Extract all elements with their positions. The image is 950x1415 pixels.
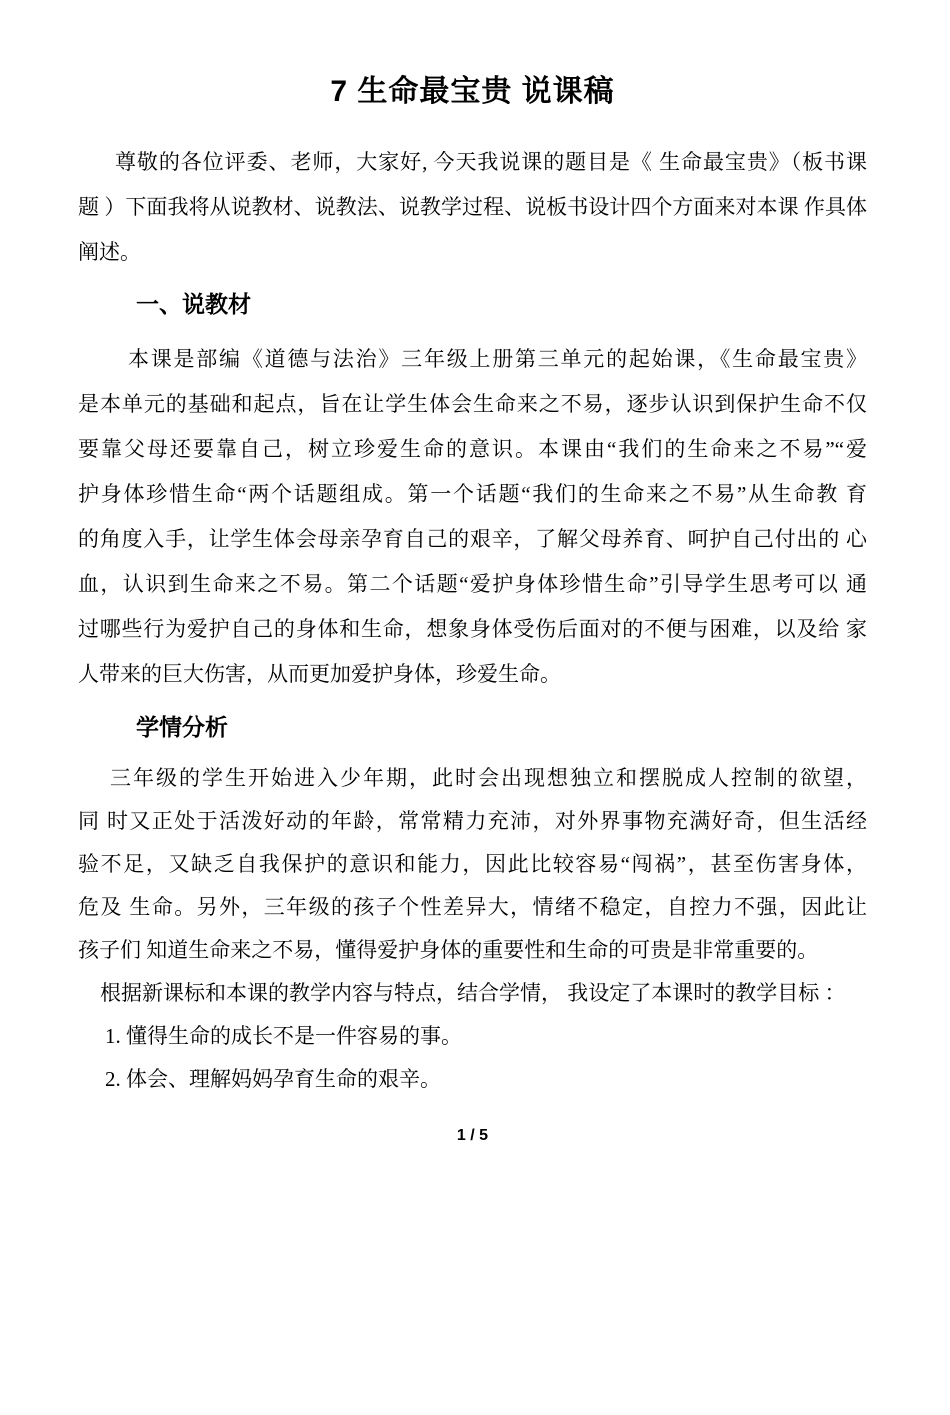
paragraph-line: 要靠父母还要靠自己，树立珍爱生命的意识。本课由“我们的生命来之不易”“爱 [78,437,867,461]
paragraph-line: 三年级的学生开始进入少年期，此时会出现想独立和摆脱成人控制的欲望， [110,766,867,790]
goal-item-1: 1. 懂得生命的成长不是一件容易的事。 [105,1024,462,1048]
goal-item-2: 2. 体会、理解妈妈孕育生命的艰辛。 [105,1067,441,1091]
paragraph-line: 本课是部编《道德与法治》三年级上册第三单元的起始课，《生命最宝贵》 [128,347,867,371]
document-title: 7 生命最宝贵 说课稿 [330,75,615,108]
section-heading-teaching-material: 一、说教材 [136,291,251,317]
teaching-material-paragraph [78,337,867,697]
paragraph-line: 过哪些行为爱护自己的身体和生命，想象身体受伤后面对的不便与困难，以及给 家 [78,617,867,641]
paragraph-line: 人带来的巨大伤害，从而更加爱护身体，珍爱生命。 [78,662,561,686]
paragraph-line: 题 ）下面我将从说教材、说教法、说教学过程、说板书设计四个方面来对本课 作具体 [78,195,867,219]
paragraph-line: 同 时又正处于活泼好动的年龄，常常精力充沛，对外界事物充满好奇，但生活经 [78,809,867,833]
goals-list [78,1015,867,1101]
paragraph-line: 尊敬的各位评委、老师，大家好, 今天我说课的题目是《 生命最宝贵》（板书课 [115,150,867,174]
intro-paragraph [78,140,867,275]
paragraph-line: 护身体珍惜生命“两个话题组成。第一个话题“我们的生命来之不易”从生命教 育 [78,482,867,506]
paragraph-line: 孩子们 知道生命来之不易，懂得爱护身体的重要性和生命的可贵是非常重要的。 [78,938,819,962]
paragraph-line: 阐述。 [78,240,141,264]
paragraph-line: 验不足，又缺乏自我保护的意识和能力，因此比较容易“闯祸”，甚至伤害身体， [78,852,867,876]
document-page [0,70,950,1415]
page-number: 1 / 5 [456,1127,489,1144]
paragraph-line: 危及 生命。另外，三年级的孩子个性差异大，情绪不稳定，自控力不强，因此让 [78,895,867,919]
paragraph-line: 是本单元的基础和起点，旨在让学生体会生命来之不易，逐步认识到保护生命不仅 [78,392,867,416]
goals-intro-line: 根据新课标和本课的教学内容与特点，结合学情， 我设定了本课时的教学目标 ： [100,981,846,1005]
paragraph-line: 血，认识到生命来之不易。第二个话题“爱护身体珍惜生命”引导学生思考可以 通 [78,572,867,596]
paragraph-line: 的角度入手，让学生体会母亲孕育自己的艰辛，了解父母养育、呵护自己付出的 心 [78,527,867,551]
section-heading-learning-analysis: 学情分析 [136,714,228,740]
learning-analysis-paragraph [78,757,867,972]
